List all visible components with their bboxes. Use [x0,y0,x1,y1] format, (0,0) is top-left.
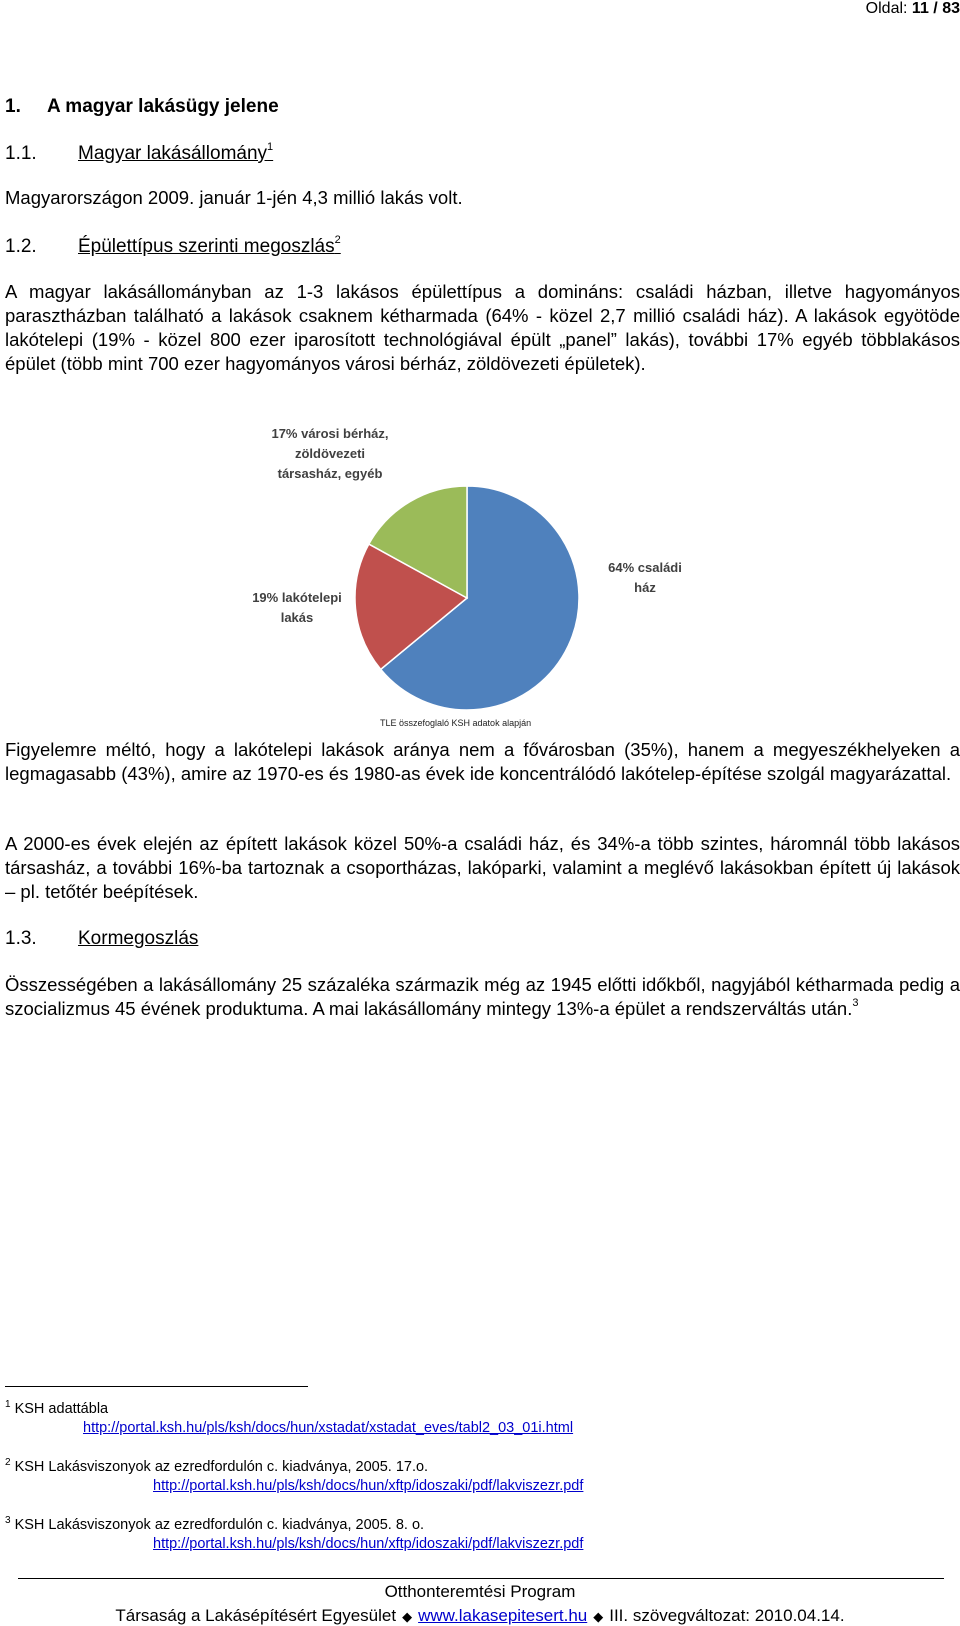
footnote-ref: 3 [852,997,859,1009]
footer-org: Társaság a Lakásépítésért Egyesület [115,1606,397,1625]
section-heading-1-3 [5,928,198,950]
footnote-link[interactable]: http://portal.ksh.hu/pls/ksh/docs/hun/xstadat/xstadat_eves/tabl2_03_01i.html [83,1420,574,1436]
page-separator: / [933,0,938,17]
section-title: Épülettípus szerinti megoszlás$^2$ [78,234,341,257]
footnote-2 [5,1458,428,1476]
section-number: 1.1. [5,143,37,164]
paragraph-2000s: A 2000-es évek elején az épített lakások közel 50%-a családi ház, és 34%-a több szintes, háromnál több lakásos társasház, a további 16%-ba tartoznak a csoportházas, lakóparki, valamint a meglévő lakásokban épített új lakások – pl. tetőtér beépítések. [5,833,960,902]
footnote-ref: 2 [334,234,341,246]
page-total: 83 [942,0,960,17]
footer-program: Otthonteremtési Program [384,1582,576,1601]
footnote-text: KSH Lakásviszonyok az ezredfordulón c. kiadványa, 2005. 17.o. [14,1459,429,1475]
pie-slice-label: 19% lakótelepi lakás [252,590,342,625]
pie-chart [245,426,682,730]
page-number [866,0,960,18]
pie-slice-label: 17% városi bérház, zöldövezeti társasház, egyéb [271,426,389,481]
pie-slice-label: 64% családi ház [608,560,682,595]
page-current: 11 [911,0,929,17]
paragraph-age-distribution: Összességében a lakásállomány 25 százaléka származik még az 1945 előtti időkből, nagyjából kétharmada pedig a szocializmus 45 évének produktuma. A mai lakásállomány mintegy 13%-a épület a rendszerváltás után.$^3$ [5,974,960,1019]
section-number: 1.2. [5,236,37,257]
section-heading-1 [5,96,279,118]
section-heading-1-2 [5,236,341,258]
chart-source-note: TLE összefoglaló KSH adatok alapján [380,718,532,728]
footnote-separator [5,1386,308,1387]
diamond-icon: ◆ [402,1609,413,1624]
section-number: 1.3. [5,928,37,949]
diamond-icon: ◆ [593,1609,604,1624]
section-number: 1. [5,96,21,117]
paragraph-building-types: A magyar lakásállományban az 1-3 lakásos épülettípus a domináns: családi házban, illetve hagyományos parasztházban található a lakások csaknem kétharmada (64% - közel 2,7 millió családi ház). A lakások egyötöde lakótelepi (19% - közel 800 ezer iparosított technológiával épült „panel” lakás), további 17% egyéb többlakásos épület (több mint 700 ezer hagyományos városi bérház, zöldövezeti épületek). [5,281,960,374]
section-title: Magyar lakásállomány$^1$ [78,141,274,164]
footer-version: III. szövegváltozat: 2010.04.14. [609,1606,845,1625]
footnote-text: KSH Lakásviszonyok az ezredfordulón c. kiadványa, 2005. 8. o. [14,1517,425,1533]
footer-separator [18,1578,944,1579]
section-heading-1-1 [5,143,273,165]
page-label: Oldal: [865,0,908,17]
footnote-number: 2 [5,1457,11,1468]
footnote-link[interactable]: http://portal.ksh.hu/pls/ksh/docs/hun/xftp/idoszaki/pdf/lakviszezr.pdf [153,1536,584,1552]
paragraph-stock: Magyarországon 2009. január 1-jén 4,3 millió lakás volt. [5,187,463,208]
section-title: A magyar lakásügy jelene [47,96,279,117]
section-title: Kormegoszlás [78,928,199,949]
footer-website-link[interactable]: www.lakasepitesert.hu [418,1606,588,1625]
footnote-number: 1 [5,1399,11,1410]
paragraph-housing-estates: Figyelemre méltó, hogy a lakótelepi lakások aránya nem a fővárosban (35%), hanem a megyeszékhelyeken a legmagasabb (43%), amire az 1970-es és 1980-as évek ide koncentrálódó lakótelep-építése szolgál magyarázattal. [5,739,960,784]
footnote-link[interactable]: http://portal.ksh.hu/pls/ksh/docs/hun/xftp/idoszaki/pdf/lakviszezr.pdf [153,1478,584,1494]
footnote-text: KSH adattábla [14,1401,109,1417]
footnote-number: 3 [5,1515,11,1526]
footnote-ref: 1 [267,141,274,153]
footnote-1 [5,1400,108,1418]
footer-org-line [0,1606,960,1626]
footnote-3 [5,1516,424,1534]
